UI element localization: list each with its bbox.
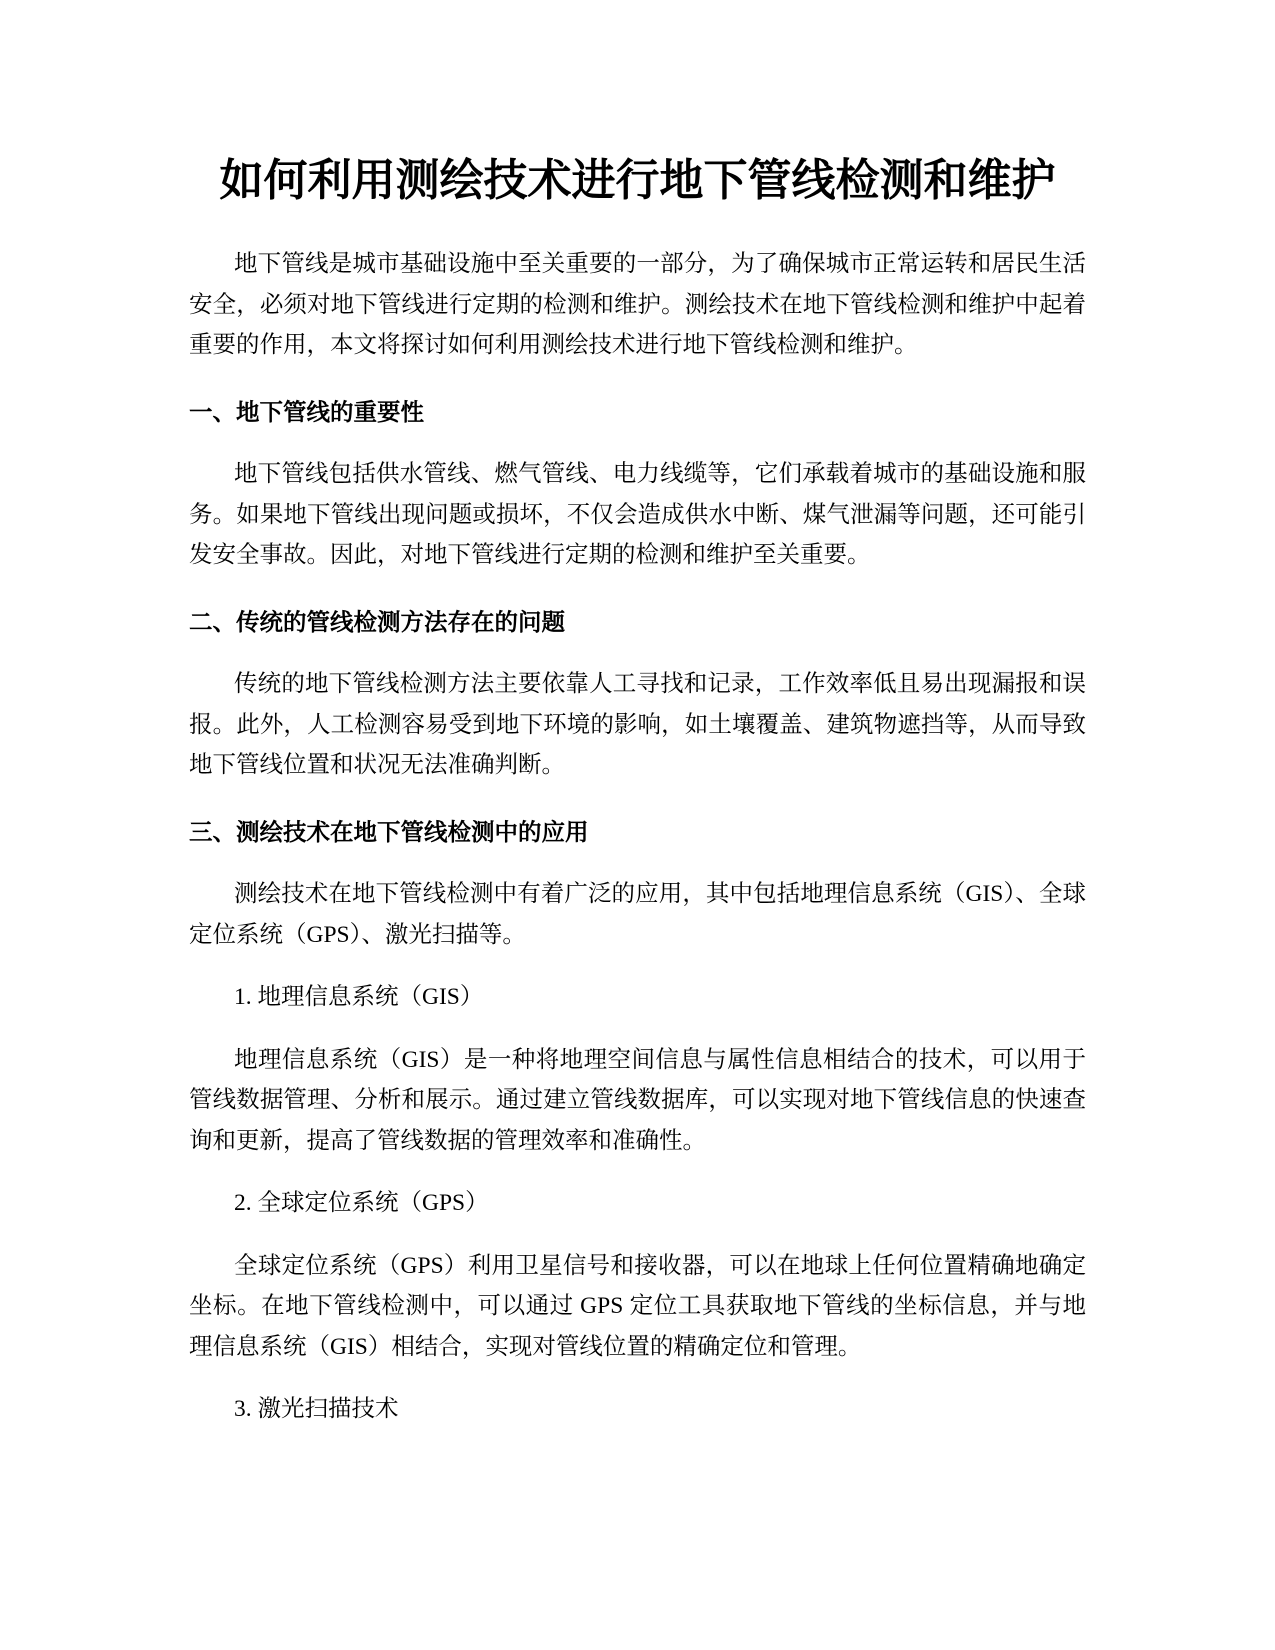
section-1-paragraph: 地下管线包括供水管线、燃气管线、电力线缆等，它们承载着城市的基础设施和服务。如果地下管线出现问题或损坏，不仅会造成供水中断、煤气泄漏等问题，还可能引发安全事故。因此，对地下管线进行定期的检测和维护至关重要。: [189, 461, 1086, 568]
document-title: 如何利用测绘技术进行地下管线检测和维护: [219, 155, 1056, 206]
item-2-title: 2. 全球定位系统（GPS）: [234, 1190, 489, 1216]
section-3-heading: 三、测绘技术在地下管线检测中的应用: [189, 817, 589, 846]
item-2-paragraph: 全球定位系统（GPS）利用卫星信号和接收器，可以在地球上任何位置精确地确定坐标。在地下管线检测中，可以通过 GPS 定位工具获取地下管线的坐标信息，并与地理信息系统（GIS）相结合，实现对管线位置的精确定位和管理。: [189, 1252, 1086, 1360]
intro-paragraph: 地下管线是城市基础设施中至关重要的一部分，为了确保城市正常运转和居民生活安全，必须对地下管线进行定期的检测和维护。测绘技术在地下管线检测和维护中起着重要的作用，本文将探讨如何利用测绘技术进行地下管线检测和维护。: [189, 251, 1086, 358]
item-1-paragraph: 地理信息系统（GIS）是一种将地理空间信息与属性信息相结合的技术，可以用于管线数据管理、分析和展示。通过建立管线数据库，可以实现对地下管线信息的快速查询和更新，提高了管线数据的管理效率和准确性。: [189, 1046, 1086, 1154]
item-1-title: 1. 地理信息系统（GIS）: [234, 984, 484, 1010]
document-content: [189, 150, 1086, 1452]
section-2-paragraph: 传统的地下管线检测方法主要依靠人工寻找和记录，工作效率低且易出现漏报和误报。此外，人工检测容易受到地下环境的影响，如土壤覆盖、建筑物遮挡等，从而导致地下管线位置和状况无法准确判断。: [189, 671, 1086, 778]
item-3-title: 3. 激光扫描技术: [234, 1396, 399, 1422]
section-1-heading: 一、地下管线的重要性: [189, 397, 424, 426]
section-3-paragraph: 测绘技术在地下管线检测中有着广泛的应用，其中包括地理信息系统（GIS）、全球定位系统（GPS）、激光扫描等。: [189, 881, 1086, 948]
section-2-heading: 二、传统的管线检测方法存在的问题: [189, 607, 565, 636]
